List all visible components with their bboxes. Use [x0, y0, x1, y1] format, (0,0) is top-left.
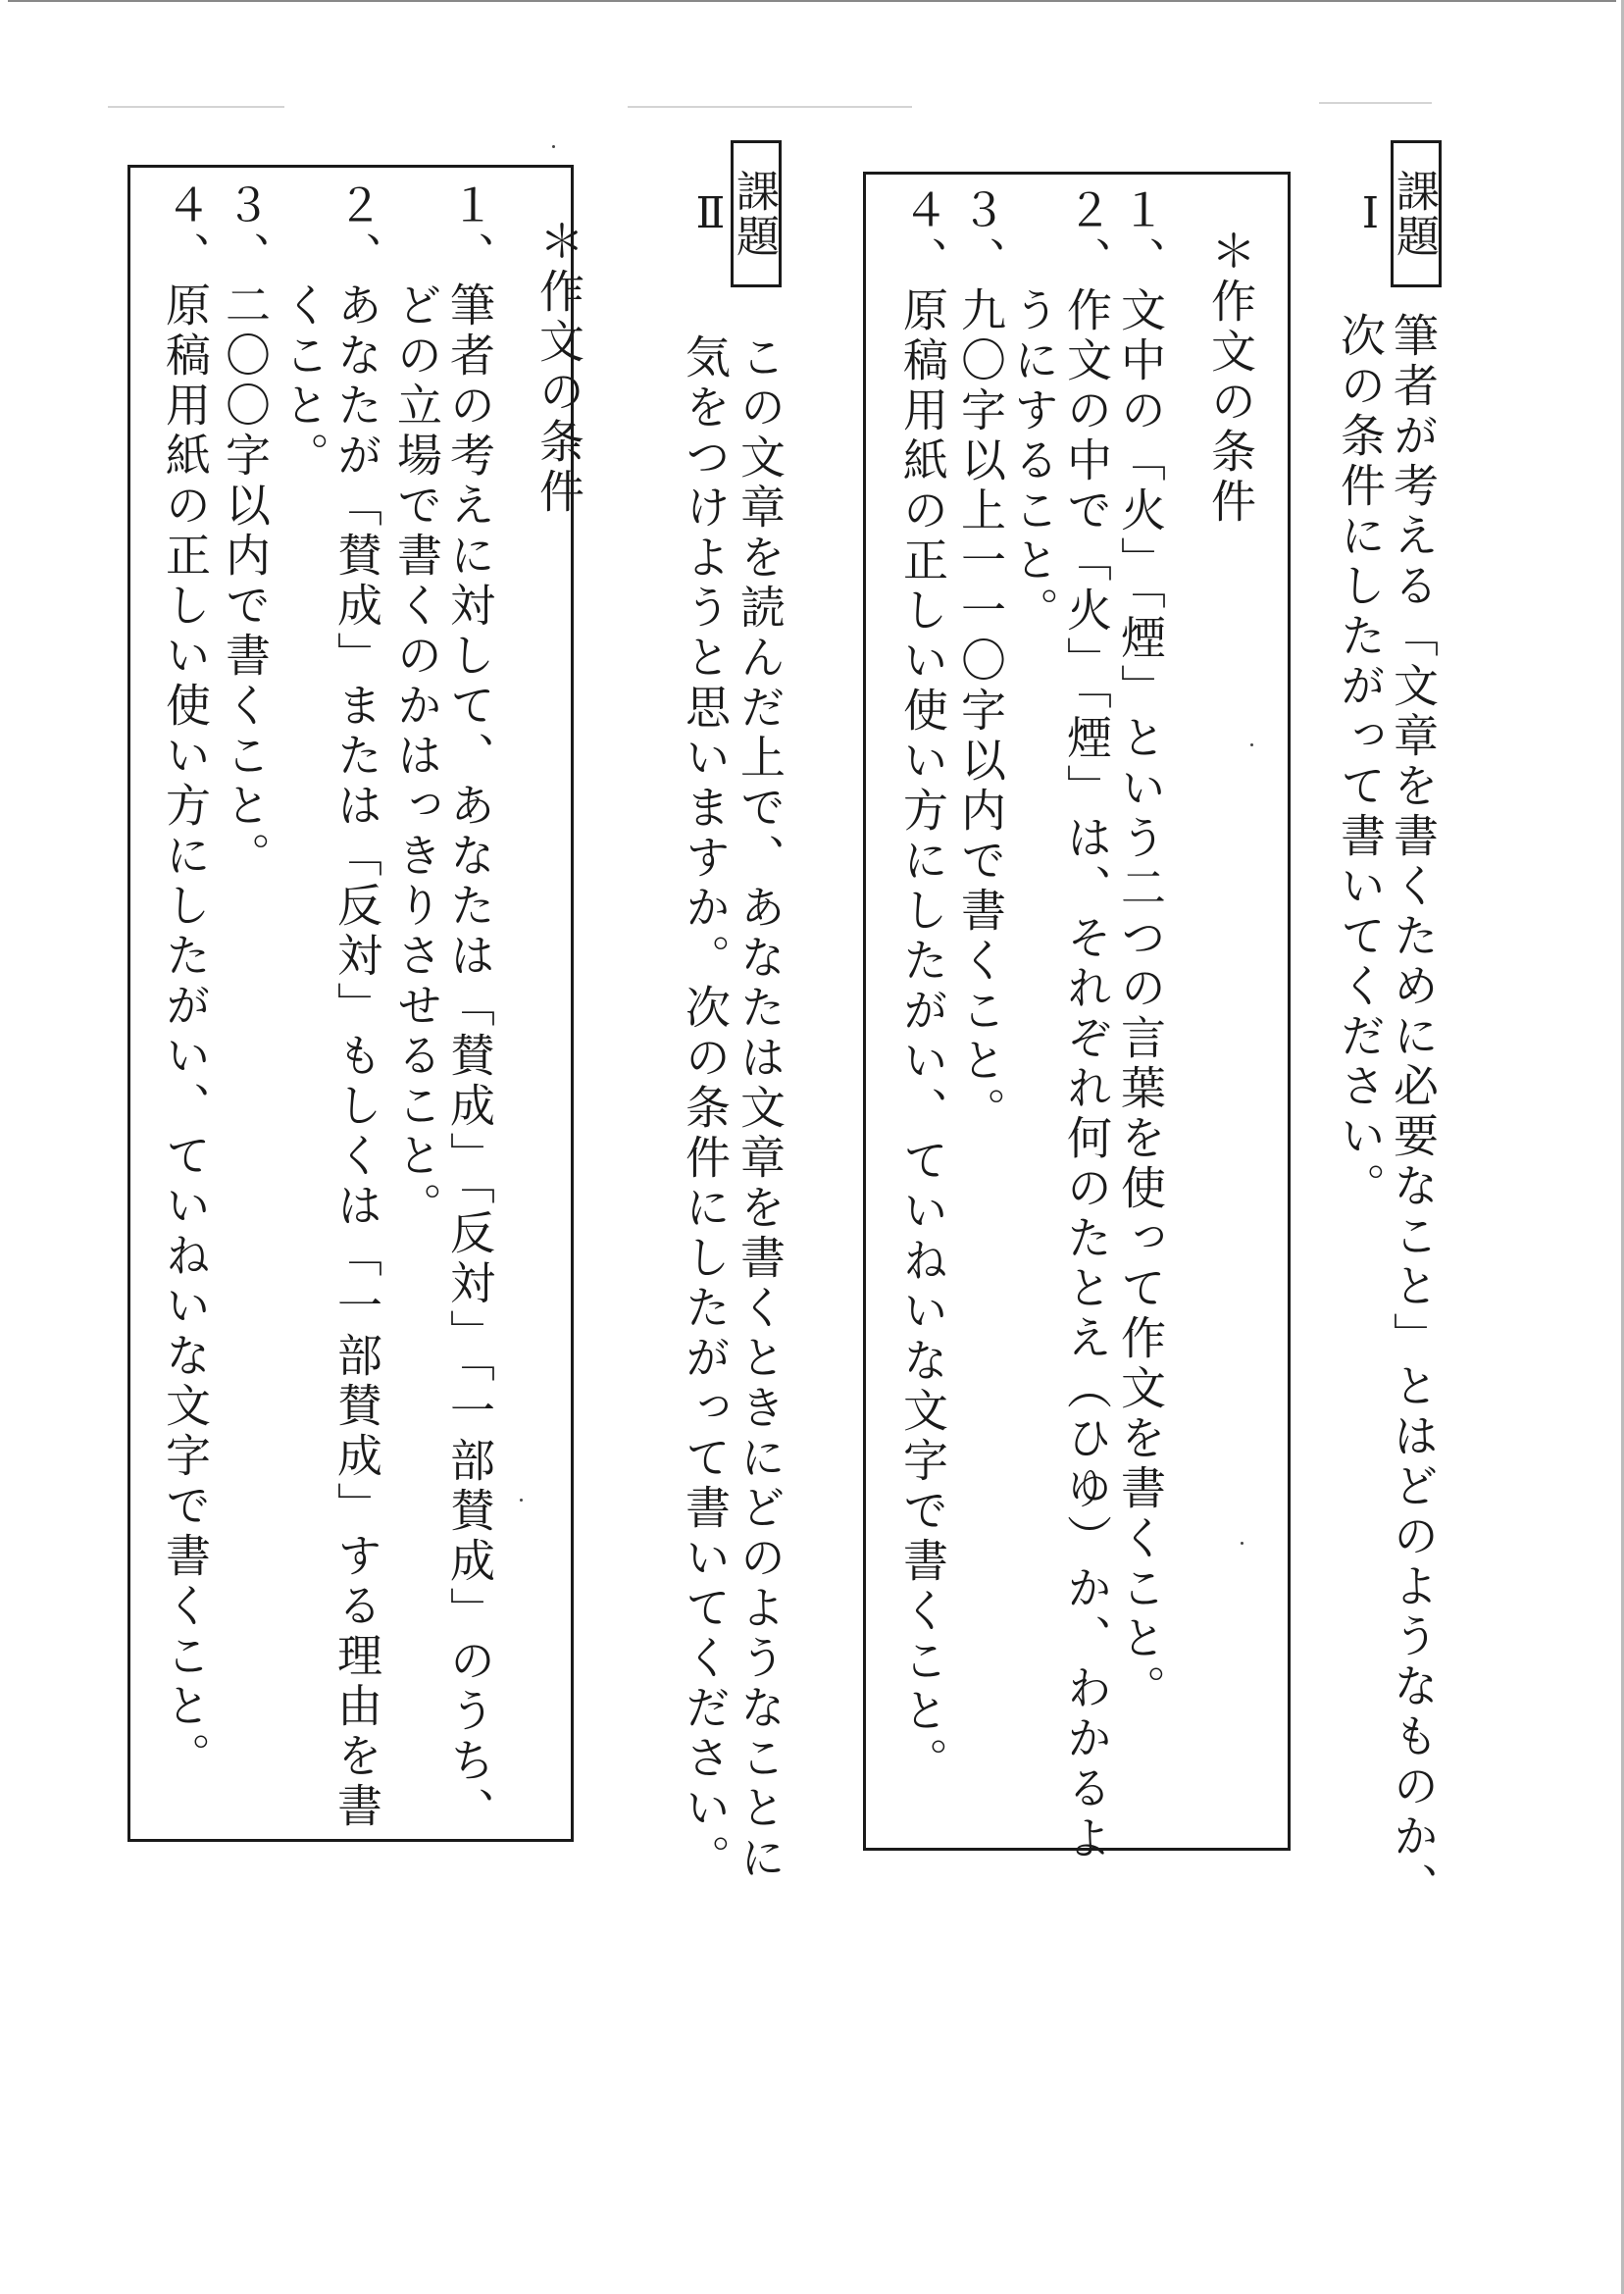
- task1-prompt-line-2: 次の条件にしたがって書いてください。: [1334, 312, 1387, 1212]
- task1-condition-3: ３、九〇字以上一一〇字以内で書くこと。: [954, 186, 1007, 1137]
- task2-conditions-heading: ＊作文の条件: [533, 218, 585, 518]
- scan-speck: [552, 145, 555, 148]
- task1-condition-1: １、文中の「火」「煙」という二つの言葉を使って作文を書くこと。: [1114, 186, 1167, 1714]
- task2-condition-1: １、筆者の考えに対して、あなたは「賛成」「反対」「一部賛成」のうち、: [443, 181, 496, 1837]
- task2-prompt-line-1: この文章を読んだ上で、あなたは文章を書くときにどのようなことに: [734, 333, 787, 1884]
- task1-conditions-heading: ＊作文の条件: [1204, 228, 1257, 528]
- task2-condition-1-cont: どの立場で書くのかはっきりさせること。: [390, 181, 443, 1232]
- task2-condition-2-cont: くこと。: [278, 181, 330, 482]
- task1-label: 課題Ⅰ: [1391, 140, 1442, 287]
- task2-label: 課題Ⅱ: [731, 140, 782, 287]
- task1-condition-4: ４、原稿用紙の正しい使い方にしたがい、ていねいな文字で書くこと。: [896, 186, 949, 1787]
- scan-mark-2: [628, 106, 912, 108]
- scan-speck: [1250, 743, 1253, 746]
- task1-condition-2: ２、作文の中で「火」「煙」は、それぞれ何のたとえ（ひゆ）か、わかるよ: [1060, 186, 1113, 1864]
- scan-mark-1: [108, 106, 284, 108]
- task2-condition-2: ２、あなたが「賛成」または「反対」もしくは「一部賛成」する理由を書: [330, 181, 383, 1832]
- task1-condition-2-cont: うにすること。: [1007, 186, 1060, 637]
- scan-mark-3: [1319, 102, 1432, 104]
- task1-prompt-line-1: 筆者が考える「文章を書くために必要なこと」とはどのようなものか、: [1387, 312, 1440, 1912]
- page-top-edge: [8, 0, 1616, 2]
- scan-speck: [520, 1499, 523, 1502]
- task2-condition-3: ３、二〇〇字以内で書くこと。: [219, 181, 272, 882]
- task2-condition-4: ４、原稿用紙の正しい使い方にしたがい、ていねいな文字で書くこと。: [159, 181, 212, 1782]
- scan-speck: [1241, 1542, 1243, 1545]
- task2-prompt-line-2: 気をつけようと思いますか。次の条件にしたがって書いてください。: [679, 333, 732, 1884]
